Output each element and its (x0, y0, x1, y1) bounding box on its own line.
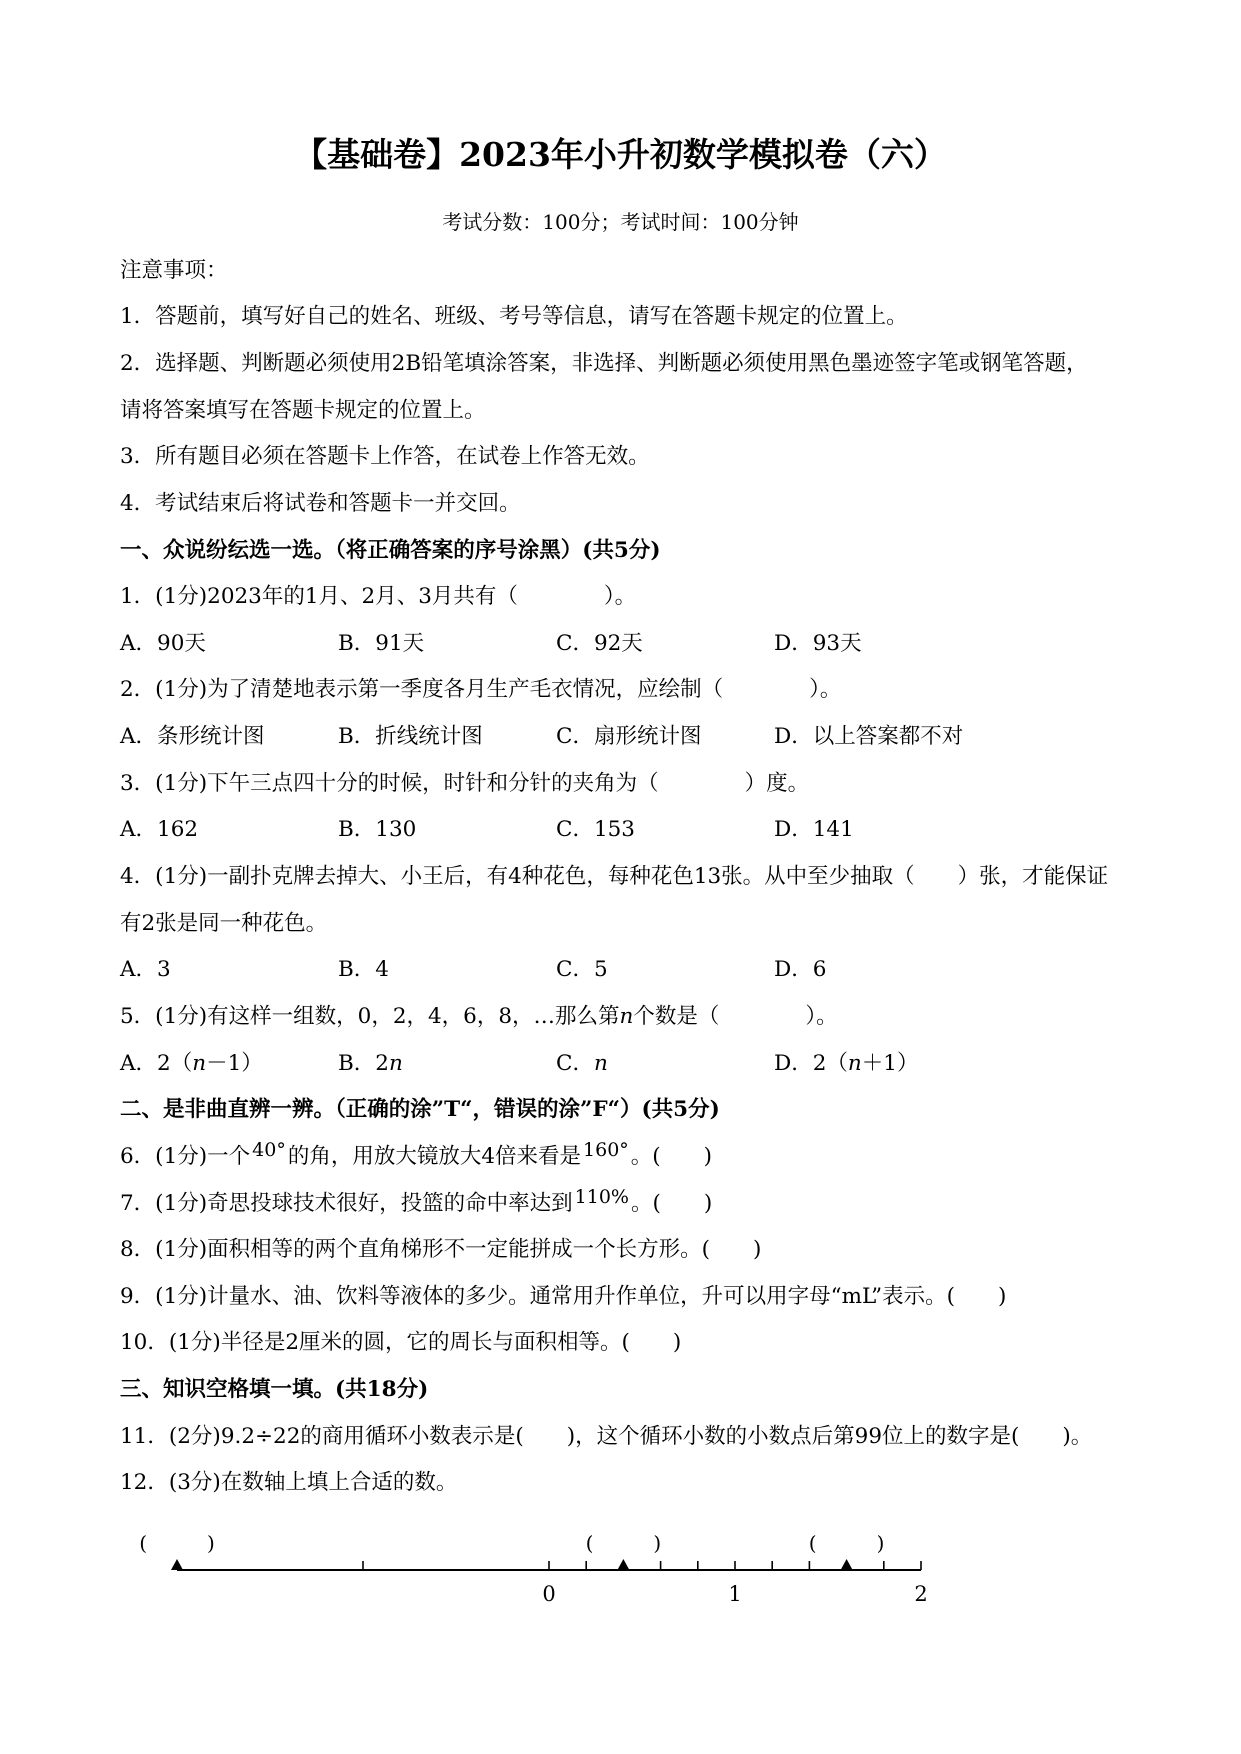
exam-content (120, 248, 1220, 1507)
option-c: C．153 (556, 817, 635, 843)
number-line-marker (617, 1559, 629, 1570)
option-text: ＋1） (861, 1050, 919, 1076)
option-text: B．2 (338, 1050, 389, 1076)
option-c: C．92天 (556, 630, 643, 656)
question-6 (120, 1134, 1220, 1181)
question-2: 2．(1分)为了清楚地表示第一季度各月生产毛衣情况，应绘制（ ）。 (120, 677, 842, 703)
option-c (556, 1041, 774, 1088)
question-6-text: 6．(1分)一个 (120, 1143, 251, 1169)
question-1: 1．(1分)2023年的1月、2月、3月共有（ ）。 (120, 584, 637, 610)
variable-n: n (847, 1050, 862, 1076)
question-2-options (120, 714, 1220, 761)
question-10: 10．(1分)半径是2厘米的圆，它的周长与面积相等。( ) (120, 1330, 682, 1356)
number-line-marker (841, 1559, 853, 1570)
note-line: 1．答题前，填写好自己的姓名、班级、考号等信息，请写在答题卡规定的位置上。 (120, 304, 908, 330)
note-line: 3．所有题目必须在答题卡上作答，在试卷上作答无效。 (120, 444, 650, 470)
option-c: C．扇形统计图 (556, 724, 702, 750)
option-d: D．93天 (774, 630, 862, 656)
option-a (120, 1041, 338, 1088)
question-6-text: 的角，用放大镜放大4倍来看是 (287, 1143, 582, 1169)
formula-40-degrees: 40° (252, 1138, 286, 1161)
note-line: 2．选择题、判断题必须使用2B铅笔填涂答案，非选择、判断题必须使用黑色墨迹签字笔或钢笔答题， (120, 350, 1088, 376)
option-d (774, 1041, 992, 1088)
option-a: A．条形统计图 (120, 724, 265, 750)
option-text: －1） (206, 1050, 263, 1076)
option-b (338, 1041, 556, 1088)
number-line-figure (0, 1510, 1241, 1620)
question-5 (120, 994, 1220, 1041)
formula-160-degrees: 160° (583, 1138, 629, 1161)
number-line-blank: ( ) (808, 1531, 885, 1555)
question-7-text: 7．(1分)奇思投球技术很好，投篮的命中率达到 (120, 1190, 573, 1216)
option-d: D．6 (774, 957, 827, 983)
question-3-options (120, 807, 1220, 854)
section-heading-3: 三、知识空格填一填。(共18分) (120, 1377, 429, 1403)
variable-n: n (593, 1050, 608, 1076)
number-line-marker (171, 1559, 183, 1570)
question-5-options (120, 1041, 1220, 1088)
option-b: B．折线统计图 (338, 724, 483, 750)
number-line-label: 1 (728, 1582, 742, 1606)
option-b: B．91天 (338, 630, 425, 656)
question-1-options (120, 621, 1220, 668)
option-b: B．4 (338, 957, 389, 983)
section-heading-2: 二、是非曲直辨一辨。（正确的涂”T“，错误的涂”F“）(共5分) (120, 1097, 720, 1123)
variable-n: n (192, 1050, 207, 1076)
question-9: 9．(1分)计量水、油、饮料等液体的多少。通常用升作单位，升可以用字母“mL”表示。( ) (120, 1283, 1007, 1309)
option-text: C． (556, 1050, 594, 1076)
note-line: 请将答案填写在答题卡规定的位置上。 (120, 397, 486, 423)
number-line-label: 2 (914, 1582, 928, 1606)
section-heading-1: 一、众说纷纭选一选。（将正确答案的序号涂黑）(共5分) (120, 537, 661, 563)
notes-heading: 注意事项： (120, 257, 228, 283)
exam-title: 【基础卷】2023年小升初数学模拟卷（六） (294, 135, 947, 174)
variable-n: n (388, 1050, 403, 1076)
option-text: A．2（ (120, 1050, 193, 1076)
question-12: 12．(3分)在数轴上填上合适的数。 (120, 1470, 458, 1496)
option-text: D．2（ (774, 1050, 848, 1076)
number-line-blank: ( ) (585, 1531, 662, 1555)
question-4: 4．(1分)一副扑克牌去掉大、小王后，有4种花色，每种花色13张。从中至少抽取（ ）张，才能保证 (120, 864, 1109, 890)
question-5-text: 个数是（ ）。 (633, 1003, 838, 1029)
note-line: 4．考试结束后将试卷和答题卡一并交回。 (120, 490, 521, 516)
question-3: 3．(1分)下午三点四十分的时候，时针和分针的夹角为（ ）度。 (120, 770, 810, 796)
question-4-continued: 有2张是同一种花色。 (120, 910, 328, 936)
number-line-blank: ( ) (139, 1531, 215, 1555)
question-7 (120, 1181, 1220, 1228)
option-b: B．130 (338, 817, 417, 843)
question-8: 8．(1分)面积相等的两个直角梯形不一定能拼成一个长方形。( ) (120, 1237, 762, 1263)
question-6-text: 。( ) (630, 1143, 713, 1169)
option-d: D．以上答案都不对 (774, 724, 964, 750)
option-a: A．3 (120, 957, 171, 983)
question-4-options (120, 947, 1220, 994)
formula-110-percent: 110% (574, 1185, 629, 1208)
option-c: C．5 (556, 957, 608, 983)
exam-subtitle: 考试分数：100分；考试时间：100分钟 (442, 210, 799, 234)
option-a: A．162 (120, 817, 199, 843)
variable-n: n (619, 1003, 634, 1029)
option-d: D．141 (774, 817, 854, 843)
question-5-text: 5．(1分)有这样一组数，0，2，4，6，8，…那么第 (120, 1003, 620, 1029)
number-line-label: 0 (542, 1582, 556, 1606)
question-11: 11．(2分)9.2÷22的商用循环小数表示是( )，这个循环小数的小数点后第99位上的数字是( )。 (120, 1423, 1093, 1449)
question-7-text: 。( ) (630, 1190, 713, 1216)
option-a: A．90天 (120, 630, 206, 656)
